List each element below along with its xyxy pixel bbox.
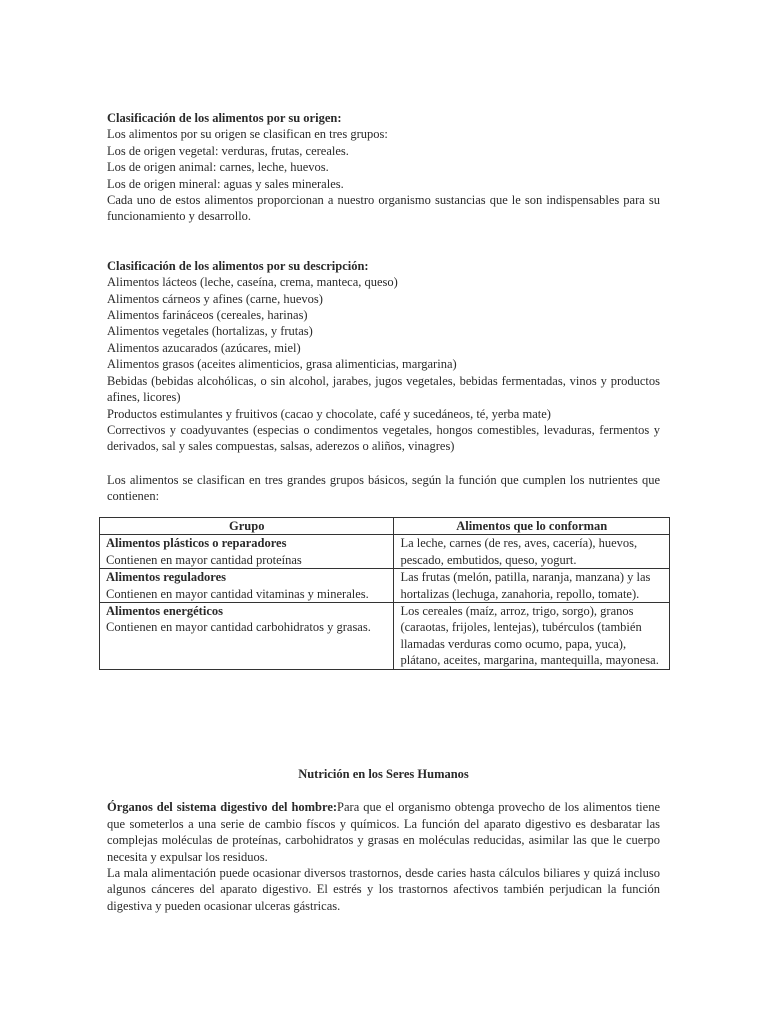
- group-name: Alimentos plásticos o reparadores: [106, 536, 287, 551]
- nutrition-paragraph-2: La mala alimentación puede ocasionar diversos trastornos, desde caries hasta cálculos biliares y quizá incluso algunos cánceres del aparato digestivo. El estrés y los trastornos afectivos también perjudican la función digestiva y pueden ocasionar ulceras gástricas.: [107, 866, 660, 913]
- group-description: Contienen en mayor cantidad proteínas: [106, 552, 302, 567]
- nutrition-title: Nutrición en los Seres Humanos: [298, 767, 469, 781]
- group-cell: [100, 569, 394, 603]
- description-item: Alimentos cárneos y afines (carne, huevos): [107, 291, 323, 306]
- nutrition-section: [107, 766, 660, 914]
- origin-heading: Clasificación de los alimentos por su origen:: [107, 111, 342, 125]
- group-name: Alimentos energéticos: [106, 604, 223, 619]
- foods-cell: Las frutas (melón, patilla, naranja, manzana) y las hortalizas (lechuga, zanahoria, repollo, tomate).: [394, 569, 670, 603]
- description-item: Alimentos vegetales (hortalizas, y frutas): [107, 324, 313, 339]
- table-header-row: [100, 518, 670, 535]
- origin-line: Los alimentos por su origen se clasifican en tres grupos:: [107, 127, 388, 142]
- group-description: Contienen en mayor cantidad carbohidratos y grasas.: [106, 620, 371, 635]
- digestive-organs-text: Para que el organismo obtenga provecho de los alimentos tiene que someterlos a una serie de cambio físcos y químicos. La función del aparato digestivo es desbaratar las complejas moléculas de proteínas, carbohidratos y grasas en moléculas reducidas, asimilar las que le cuerpo necesita y expulsar los residuos.: [107, 800, 660, 864]
- table-row: [100, 603, 670, 670]
- description-item: Alimentos grasos (aceites alimenticios, grasa alimenticias, margarina): [107, 357, 457, 372]
- table-row: [100, 569, 670, 603]
- group-cell: [100, 603, 394, 670]
- description-item: Alimentos azucarados (azúcares, miel): [107, 340, 301, 355]
- table-header-foods: Alimentos que lo conforman: [394, 518, 670, 535]
- classification-section: [107, 110, 660, 505]
- description-item: Alimentos farináceos (cereales, harinas): [107, 308, 308, 323]
- group-cell: [100, 535, 394, 569]
- foods-cell: La leche, carnes (de res, aves, cacería), huevos, pescado, embutidos, queso, yogurt.: [394, 535, 670, 569]
- group-description: Contienen en mayor cantidad vitaminas y minerales.: [106, 586, 369, 601]
- description-item: Alimentos lácteos (leche, caseína, crema, manteca, queso): [107, 275, 398, 290]
- group-name: Alimentos reguladores: [106, 570, 227, 585]
- table-row: [100, 535, 670, 569]
- description-item: Correctivos y coadyuvantes (especias o condimentos vegetales, hongos comestibles, levaduras, fermentos y derivados, sal y sales compuestas, salsas, aderezos o aliños, vinagres): [107, 422, 660, 454]
- nutrition-paragraph: [107, 799, 660, 865]
- description-item: Productos estimulantes y fruitivos (cacao y chocolate, café y sucedáneos, té, yerba mate): [107, 406, 551, 421]
- function-intro: Los alimentos se clasifican en tres grandes grupos básicos, según la función que cumplen los nutrientes que contienen:: [107, 472, 660, 504]
- origin-line: Los de origen animal: carnes, leche, huevos.: [107, 160, 329, 175]
- food-groups-table: [99, 517, 670, 670]
- description-item: Bebidas (bebidas alcohólicas, o sin alcohol, jarabes, jugos vegetales, bebidas fermentadas, vinos y productos afines, licores): [107, 373, 660, 405]
- digestive-organs-label: Órganos del sistema digestivo del hombre:: [107, 800, 338, 815]
- origin-line: Los de origen mineral: aguas y sales minerales.: [107, 176, 344, 191]
- foods-cell: Los cereales (maíz, arroz, trigo, sorgo), granos (caraotas, frijoles, lentejas), tubérculos (también llamadas verduras como ocumo, papa, yuca), plátano, aceites, margarina, mantequilla, mayonesa.: [394, 603, 670, 670]
- description-heading: Clasificación de los alimentos por su descripción:: [107, 258, 369, 273]
- table-header-group: Grupo: [100, 518, 394, 535]
- origin-paragraph: Cada uno de estos alimentos proporcionan a nuestro organismo sustancias que le son indispensables para su funcionamiento y desarrollo.: [107, 193, 660, 224]
- origin-line: Los de origen vegetal: verduras, frutas, cereales.: [107, 143, 349, 158]
